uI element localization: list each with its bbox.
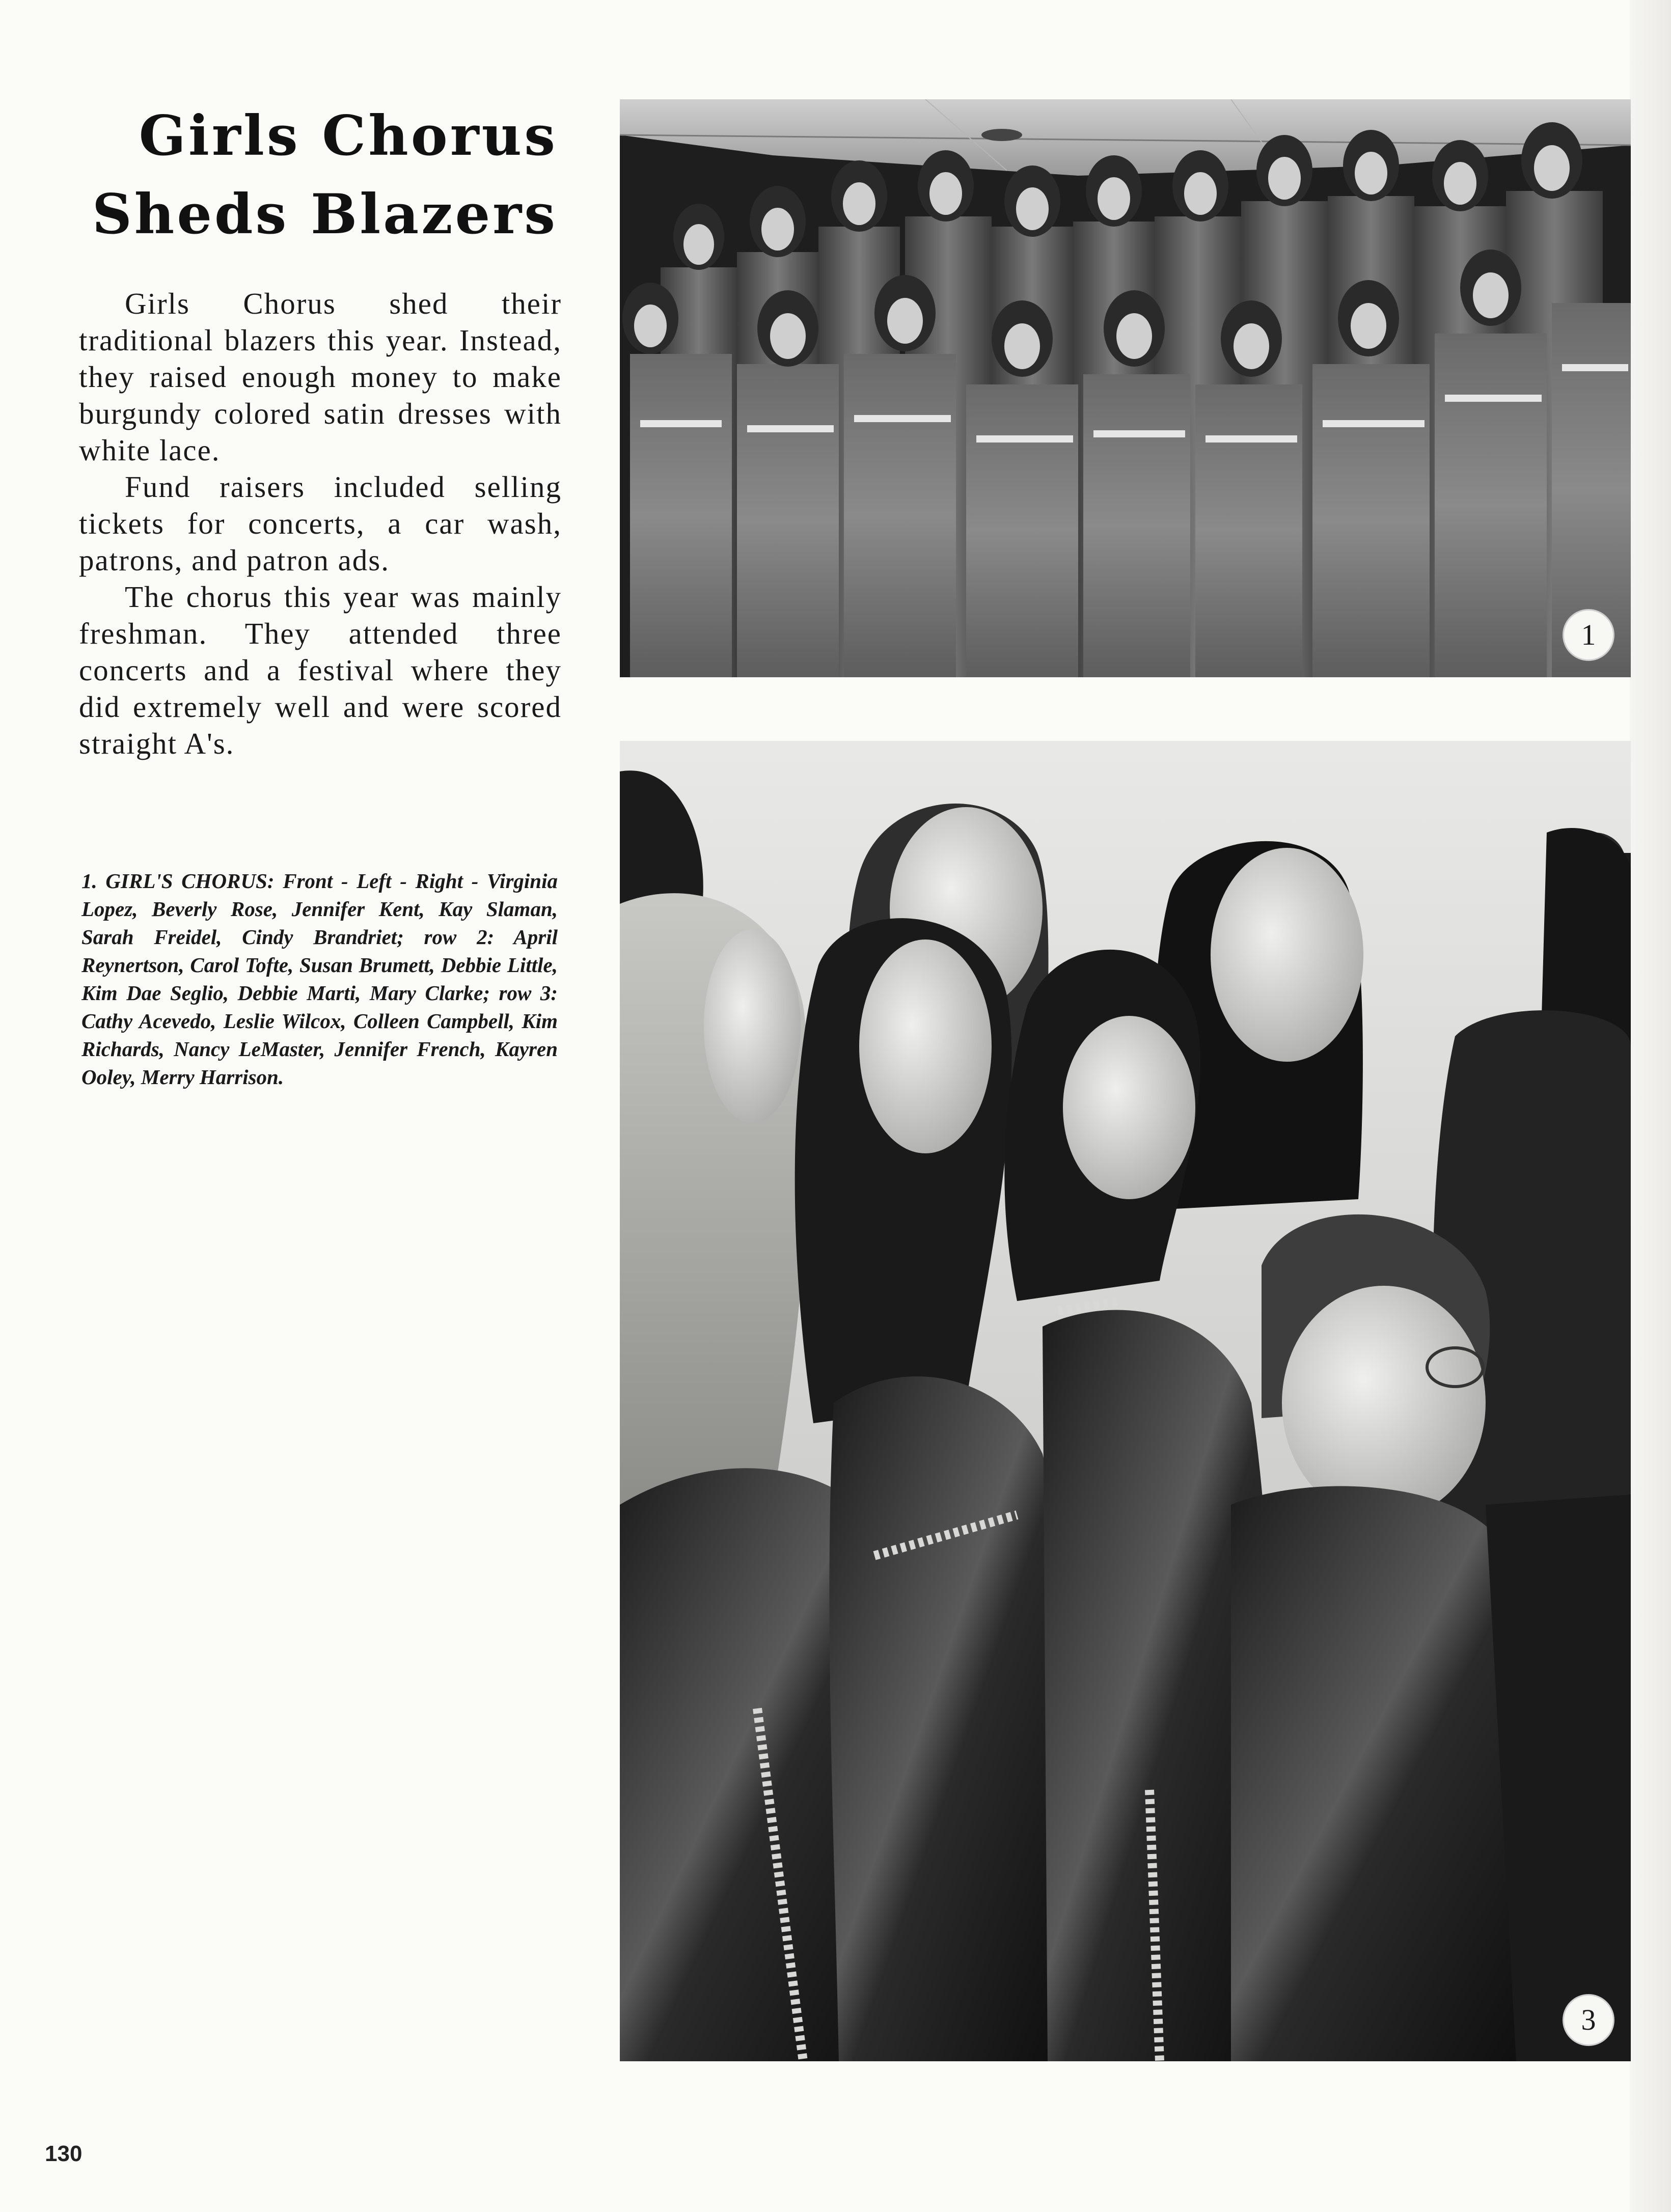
- singing-closeup-photo: [620, 741, 1631, 2061]
- photo-caption: [81, 867, 558, 1091]
- photo-number-badge: 1: [1563, 609, 1614, 661]
- title-line-2: Sheds Blazers: [92, 182, 558, 246]
- page-number: 130: [45, 2141, 83, 2166]
- title-line-1: Girls Chorus: [139, 104, 558, 168]
- page-title: [76, 97, 558, 254]
- paragraph-2: Fund raisers included selling tickets for concerts, a car wash, patrons, and patron ads.: [79, 470, 562, 577]
- page-gutter: [1630, 0, 1671, 2212]
- caption-lead: 1. GIRL'S CHORUS:: [81, 869, 275, 893]
- article-body: [79, 285, 562, 762]
- paragraph-3: The chorus this year was mainly freshman. They attended three concerts and a festival where they did extremely well and were scored straight A's.: [79, 580, 562, 760]
- group-photo: [620, 99, 1631, 677]
- caption-body: Front - Left - Right - Virginia Lopez, Beverly Rose, Jennifer Kent, Kay Slaman, Sarah Freidel, Cindy Brandriet; row 2: April Reynertson, Carol Tofte, Susan Brumett, Debbie Little, Kim Dae Seglio, Debbie Marti, Mary Clarke; row 3: Cathy Acevedo, Leslie Wilcox, Colleen Campbell, Kim Richards, Nancy LeMaster, Jennifer French, Kayren Ooley, Merry Harrison.: [81, 869, 558, 1089]
- paragraph-1: Girls Chorus shed their traditional blazers this year. Instead, they raised enough money to make burgundy colored satin dresses with white lace.: [79, 287, 562, 467]
- photo-number-badge: 3: [1563, 1994, 1614, 2046]
- group-photo-image: [620, 99, 1631, 677]
- singing-closeup-image: [620, 741, 1631, 2061]
